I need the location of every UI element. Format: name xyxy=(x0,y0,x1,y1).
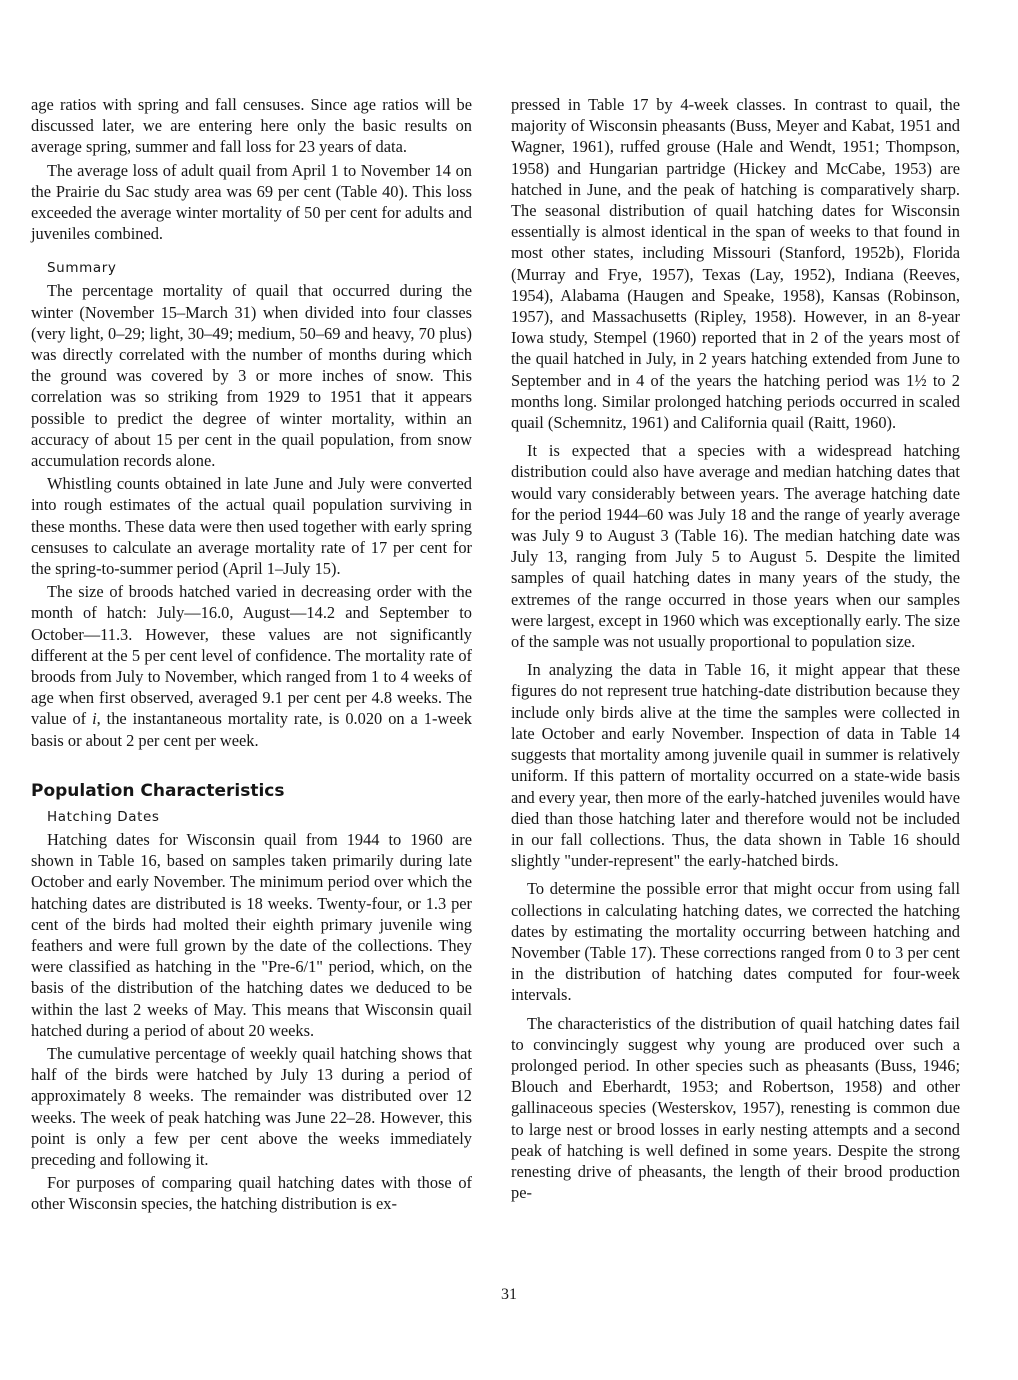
continued-text-end: to 2 months long. Similar prolonged hatching periods occurred in scaled quail (Schemnitz, 1961) and California quail (Raitt, 1960). xyxy=(511,370,960,433)
paragraph-continued-comparison xyxy=(511,94,960,433)
paragraph-hatching-dates-table: Hatching dates for Wisconsin quail from 1944 to 1960 are shown in Table 16, based on samples taken primarily during late October and early November. The minimum period over which the hatching dates are distributed is 18 weeks. Twenty-four, or 1.3 per cent of the birds had molted their eighth primary juvenile wing feathers and were full grown by the date of the collections. They were classified as hatching in the "Pre-6/1" period, which, on the basis of the distribution of the hatching dates we deduced to be within the last 2 weeks of May. This means that Wisconsin quail hatched during a period of about 20 weeks. xyxy=(31,829,472,1040)
continued-text-start: pressed in Table 17 by 4-week classes. In contrast to quail, the majority of Wisconsin pheasants (Buss, Meyer and Kabat, 1951 and Wagner, 1961), ruffed grouse (Hale and Wendt, 1951; Thompson, 1958) and Hungarian partridge (Hickey and McCabe, 1953) are hatched in June, and the peak of hatching is comparatively sharp. The seasonal distribution of quail hatching dates for Wisconsin essentially is almost identical in the span of weeks to that found in most other states, including Missouri (Stanford, 1952b), Florida (Murray and Frye, 1957), Texas (Lay, 1952), Indiana (Reeves, 1954), Alabama (Haugen and Speake, 1958), Kansas (Robinson, 1957), and Massachusetts (Ripley, 1958). However, in an 8-year Iowa study, Stempel (1960) reported that in 2 of the years most of the quail hatched in July, in 2 years hatching extended from June to September and in 4 of the years the hatching period was xyxy=(511,95,960,390)
paragraph-prolonged-period: The characteristics of the distribution of quail hatching dates fail to convincingly suggest why young are produced over such a prolonged period. In other species such as pheasants (Buss, 1946; Blouch and Eberhardt, 1953; and Robertson, 1958) and other gallinaceous species (Westerskov, 1957), renesting is common due to large nest or brood losses in early nesting attempts and a second peak of hatching is well defined in some years. Despite the strong renesting drive of pheasants, the length of their brood production pe- xyxy=(511,1013,960,1203)
paragraph-cumulative-hatching: The cumulative percentage of weekly quail hatching shows that half of the birds were hatched by July 13 during a period of approximately 8 weeks. The remainder was distributed over 12 weeks. The week of peak hatching was June 22–28. However, this point is only a few per cent above the weeks immediately preceding and following it. xyxy=(31,1043,472,1169)
paragraph-summary-brood-size xyxy=(31,581,472,751)
heading-hatching-dates: Hatching Dates xyxy=(47,808,160,825)
instantaneous-rate-symbol: i xyxy=(92,709,97,729)
paragraph-average-median-dates: It is expected that a species with a widespread hatching distribution could also have average and median hatching dates that would vary considerably between years. The average hatching date for the period 1944–60 was July 18 and the range of yearly average was July 9 to August 3 (Table 16). The median hatching date was July 13, ranging from July 5 to August 5. Despite the limited samples of quail hatching dates in many years of the study, the extremes of the range occurred in those years when our samples were largest, except in 1960 which was exceptionally early. The size of the sample was not usually proportional to population size. xyxy=(511,441,960,652)
brood-size-text-end: , the instantaneous mortality rate, is 0.020 on a 1-week basis or about 2 per cent per week. xyxy=(31,709,473,750)
page-number: 31 xyxy=(501,1286,517,1303)
right-column xyxy=(511,94,960,1203)
left-column xyxy=(31,94,472,1215)
paragraph-comparison-species: For purposes of comparing quail hatching dates with those of other Wisconsin species, the hatching distribution is ex- xyxy=(31,1173,472,1214)
brood-size-text-start: The size of broods hatched varied in decreasing order with the month of hatch: July—16.0, August—14.2 and September to October—11.3. However, these values are not significantly different at the 5 per cent level of confidence. The mortality rate of broods from July to November, which ranged from 1 to 4 weeks of age when first observed, averaged 9.1 per cent per 4.8 weeks. The value of xyxy=(31,582,472,729)
paragraph-age-ratios: age ratios with spring and fall censuses. Since age ratios will be discussed later, we are entering here only the basic results on average spring, summer and fall loss for 23 years of data. xyxy=(31,95,472,157)
paragraph-adult-loss: The average loss of adult quail from April 1 to November 14 on the Prairie du Sac study area was 69 per cent (Table 40). This loss exceeded the average winter mortality of 50 per cent for adults and juveniles combined. xyxy=(31,160,472,244)
heading-population-characteristics: Population Characteristics xyxy=(31,780,285,801)
paragraph-summary-winter-mortality: The percentage mortality of quail that occurred during the winter (November 15–March 31) when divided into four classes (very light, 0–29; light, 30–49; medium, 50–69 and heavy, 70 plus) was directly correlated with the number of months during which the ground was covered by 3 or more inches of snow. This correlation was so striking from 1929 to 1951 that it appears possible to predict the degree of winter mortality, within an accuracy of about 15 per cent in the quail population, from snow accumulation records alone. xyxy=(31,281,472,471)
heading-summary: Summary xyxy=(47,260,117,277)
paragraph-mortality-correction: To determine the possible error that might occur from using fall collections in calculating hatching dates, we corrected the hatching dates by estimating the mortality occurring between hatching and November (Table 17). These corrections ranged from 0 to 3 per cent in the distribution of hatching dates computed for four-week intervals. xyxy=(511,879,960,1005)
paragraph-analyzing-table-16: In analyzing the data in Table 16, it might appear that these figures do not represent true hatching-date distribution because they include only birds alive at the time the samples were collected in late October and early November. Inspection of data in Table 14 suggests that mortality among juvenile quail in summer is relatively uniform. If this pattern of mortality occurred on a state-wide basis and every year, then more of the early-hatched juveniles would have died than those hatching later and therefore would not be included in our fall collections. Thus, the data shown in Table 16 should slightly "under-represent" the early-hatched birds. xyxy=(511,660,960,871)
paragraph-summary-whistling-counts: Whistling counts obtained in late June and July were converted into rough estimates of the actual quail population surviving in these months. These data were then used together with early spring censuses to calculate an average mortality rate of 17 per cent for the spring-to-summer period (April 1–July 15). xyxy=(31,474,472,579)
fraction-one-and-half: 1½ xyxy=(906,370,927,390)
